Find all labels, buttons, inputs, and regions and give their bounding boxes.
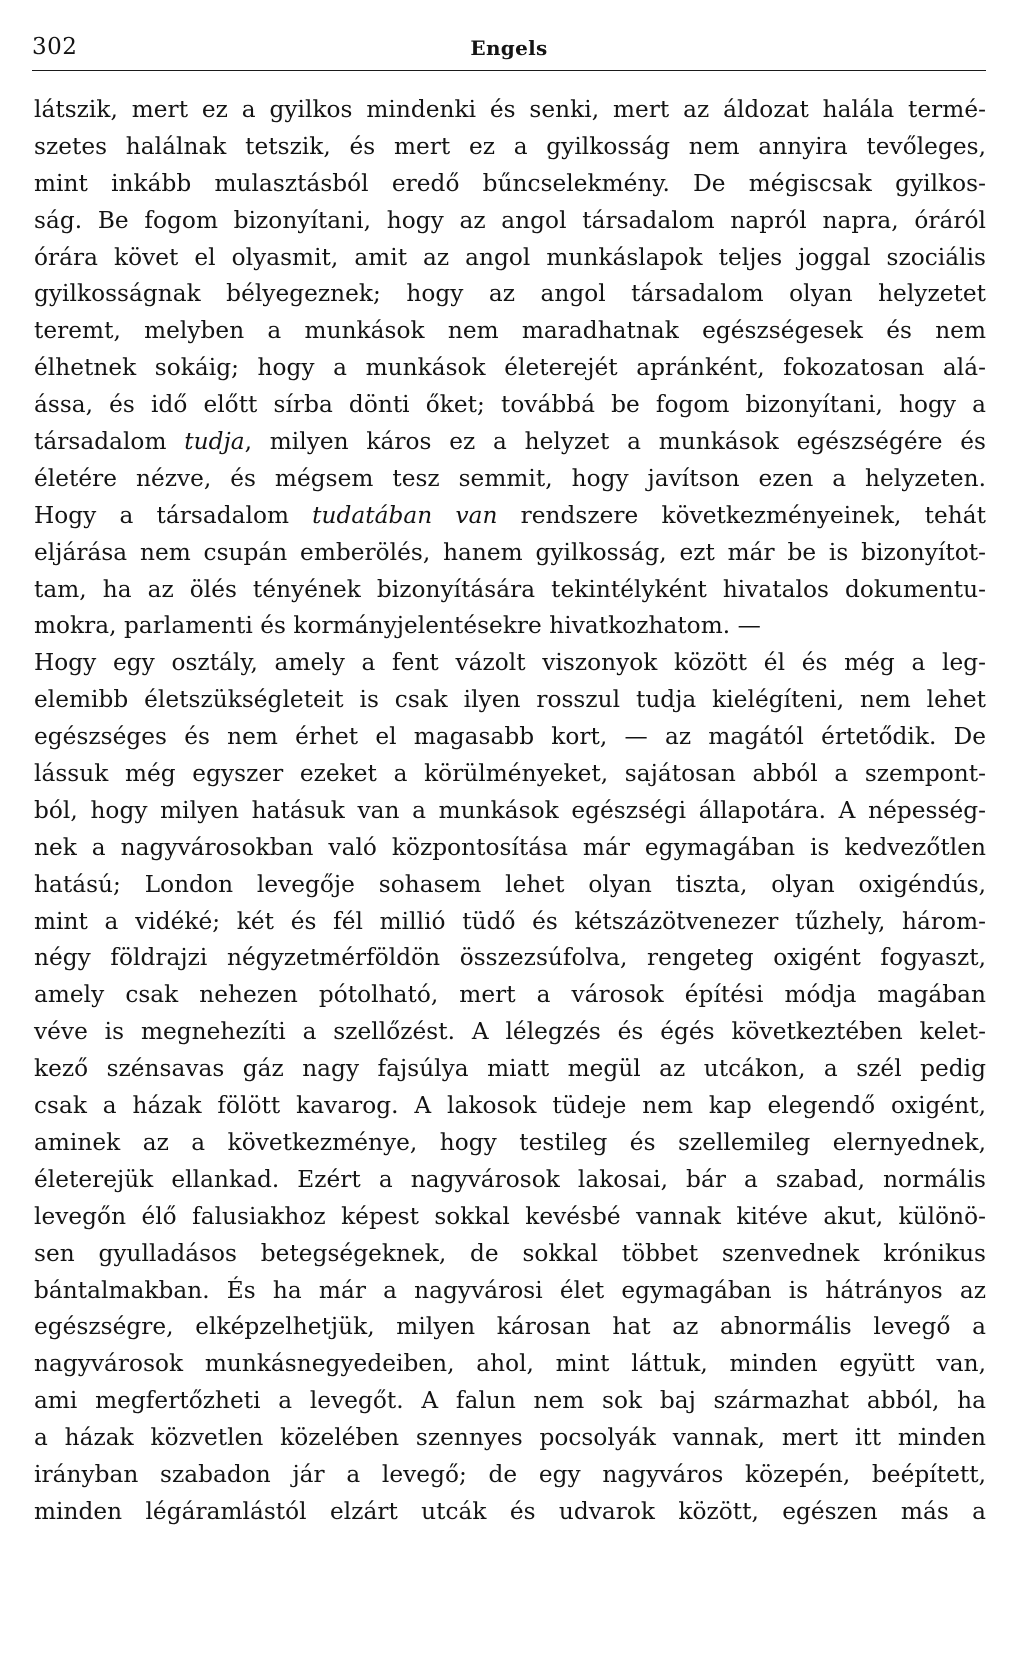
text-line: sen gyulladásos betegségeknek, de sokkal többet szenvednek krónikus <box>34 1239 986 1267</box>
text-line: aminek az a következménye, hogy testileg és szellemileg elernyednek, <box>34 1128 986 1156</box>
text-line: nek a nagyvárosokban való központosítása már egymagában is kedvezőtlen <box>34 833 986 861</box>
text-segment: rendszere következményeinek, tehát <box>497 501 986 529</box>
text-line: mokra, parlamenti és kormányjelentésekre hivatkozhatom. — <box>34 612 761 640</box>
text-line: ami megfertőzheti a levegőt. A falun nem sok baj származhat abból, ha <box>34 1387 986 1415</box>
text-line: gyilkosságnak bélyegeznek; hogy az angol társadalom olyan helyzetet <box>34 280 986 308</box>
text-line: véve is megnehezíti a szellőzést. A lélegzés és égés következtében kelet- <box>34 1018 986 1046</box>
text-line: ból, hogy milyen hatásuk van a munkások egészségi állapotára. A népesség- <box>34 796 986 824</box>
text-line: egészséges és nem érhet el magasabb kort, — az magától értetődik. De <box>34 723 986 751</box>
text-line: levegőn élő falusiakhoz képest sokkal kevésbé vannak kitéve akut, különö- <box>34 1202 986 1230</box>
text-line <box>34 498 986 535</box>
text-line: mint a vidéké; két és fél millió tüdő és kétszázötvenezer tűzhely, három- <box>34 907 986 935</box>
text-line: ássa, és idő előtt sírba dönti őket; továbbá be fogom bizonyítani, hogy a <box>34 391 986 419</box>
text-segment: társadalom <box>34 428 185 456</box>
text-line: amely csak nehezen pótolható, mert a városok építési módja magában <box>34 981 986 1009</box>
text-line: teremt, melyben a munkások nem maradhatnak egészségesek és nem <box>34 317 986 345</box>
text-line: nagyvárosok munkásnegyedeiben, ahol, mint láttuk, minden együtt van, <box>34 1350 986 1378</box>
text-line: kező szénsavas gáz nagy fajsúlya miatt megül az utcákon, a szél pedig <box>34 1055 986 1083</box>
text-line: négy földrajzi négyzetmérföldön összezsúfolva, rengeteg oxigént fogyaszt, <box>34 944 986 972</box>
text-line: lássuk még egyszer ezeket a körülményeket, sajátosan abból a szempont- <box>34 760 986 788</box>
body-text <box>34 92 986 1531</box>
text-line: ság. Be fogom bizonyítani, hogy az angol társadalom napról napra, óráról <box>34 206 986 234</box>
text-line: bántalmakban. És ha már a nagyvárosi élet egymagában is hátrányos az <box>34 1276 986 1304</box>
text-line: a házak közvetlen közelében szennyes pocsolyák vannak, mert itt minden <box>34 1424 986 1452</box>
text-line: elemibb életszükségleteit is csak ilyen rosszul tudja kielégíteni, nem lehet <box>34 686 986 714</box>
text-line: csak a házak fölött kavarog. A lakosok tüdeje nem kap elegendő oxigént, <box>34 1092 986 1120</box>
emphasized-text: tudatában van <box>312 501 498 529</box>
text-line: eljárása nem csupán emberölés, hanem gyilkosság, ezt már be is bizonyítot- <box>34 538 986 566</box>
text-line: hatású; London levegője sohasem lehet olyan tiszta, olyan oxigéndús, <box>34 870 986 898</box>
text-line: mint inkább mulasztásból eredő bűncselekmény. De mégiscsak gyilkos- <box>34 169 986 197</box>
running-head <box>32 30 986 71</box>
text-line: minden légáramlástól elzárt utcák és udvarok között, egészen más a <box>34 1497 986 1525</box>
text-segment: Hogy a társadalom <box>34 501 313 529</box>
text-line: órára követ el olyasmit, amit az angol munkáslapok teljes joggal szociális <box>34 243 986 271</box>
page-number: 302 <box>32 34 78 60</box>
text-line: tam, ha az ölés tényének bizonyítására tekintélyként hivatalos dokumentu- <box>34 575 986 603</box>
text-line <box>34 424 986 461</box>
text-segment: , milyen káros ez a helyzet a munkások egészségére és <box>244 428 986 456</box>
text-line: életerejük ellankad. Ezért a nagyvárosok lakosai, bár a szabad, normális <box>34 1165 986 1193</box>
text-line: látszik, mert ez a gyilkos mindenki és senki, mert az áldozat halála termé- <box>34 96 986 123</box>
text-line: irányban szabadon jár a levegő; de egy nagyváros közepén, beépített, <box>34 1460 986 1488</box>
emphasized-text: tudja <box>184 428 245 456</box>
text-line: szetes halálnak tetszik, és mert ez a gyilkosság nem annyira tevőleges, <box>34 132 986 160</box>
text-line: életére nézve, és mégsem tesz semmit, hogy javítson ezen a helyzeten. <box>34 464 986 492</box>
text-line: egészségre, elképzelhetjük, milyen károsan hat az abnormális levegő a <box>34 1313 986 1341</box>
text-line: Hogy egy osztály, amely a fent vázolt viszonyok között él és még a leg- <box>34 649 986 677</box>
text-line: élhetnek sokáig; hogy a munkások életerejét apránként, fokozatosan alá- <box>34 354 986 382</box>
running-title: Engels <box>470 36 548 60</box>
